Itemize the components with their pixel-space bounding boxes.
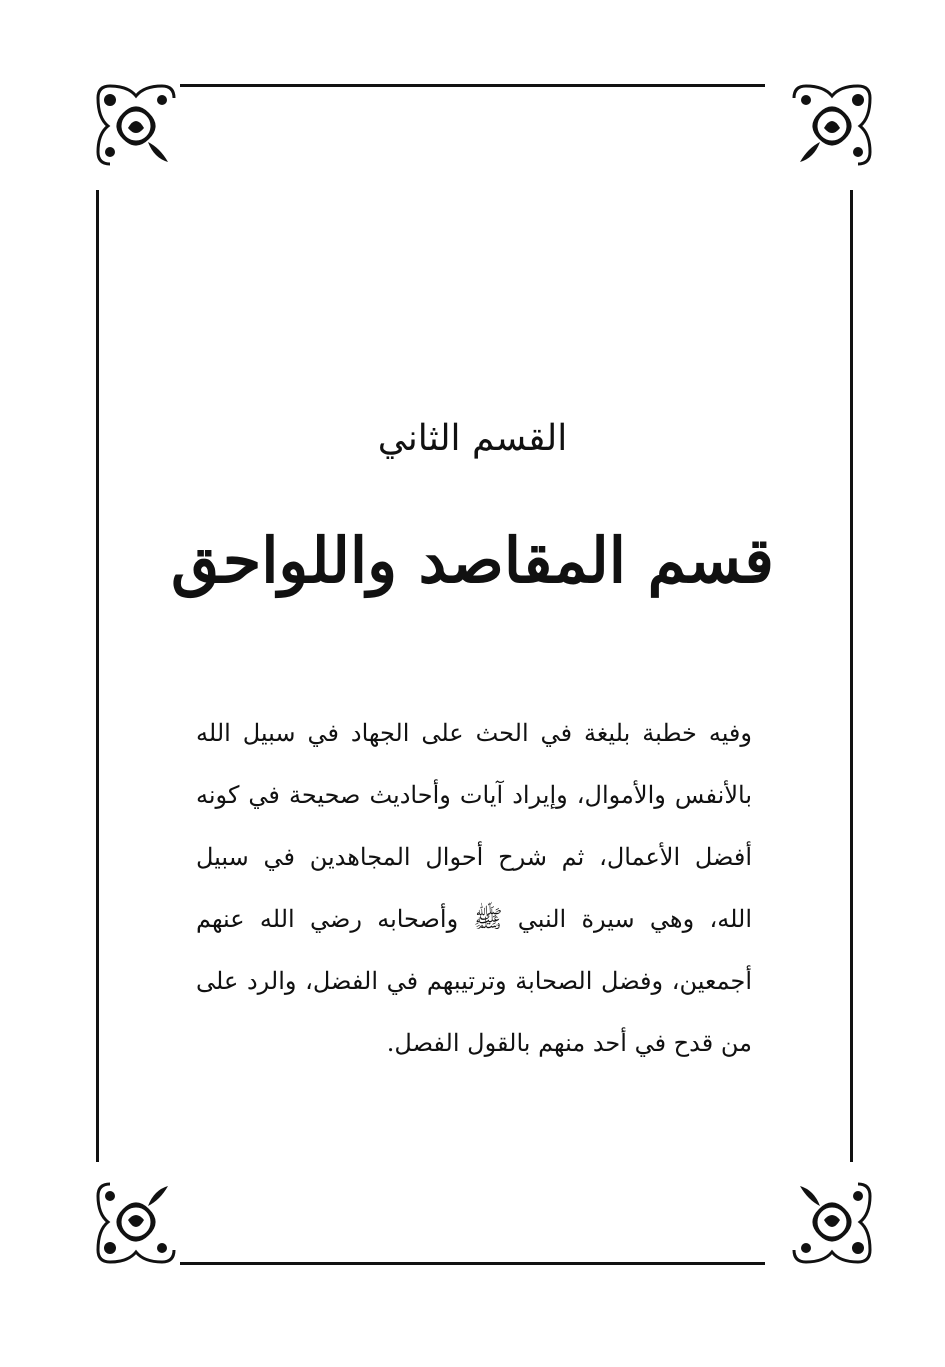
corner-ornament-bottom-right-icon [784, 1174, 880, 1270]
frame-border-top [180, 84, 765, 87]
frame-border-right [850, 190, 853, 1162]
section-label: القسم الثاني [377, 418, 568, 459]
corner-ornament-top-right-icon [784, 78, 880, 174]
corner-ornament-bottom-left-icon [88, 1174, 184, 1270]
main-title: قسم المقاصد واللواحق [171, 524, 774, 597]
corner-ornament-top-left-icon [88, 78, 184, 174]
frame-border-left [96, 190, 99, 1162]
frame-border-bottom [180, 1262, 765, 1265]
section-description: وفيه خطبة بليغة في الحث على الجهاد في سبيل الله بالأنفس والأموال، وإيراد آيات وأحاديث صحيحة في كونه أفضل الأعمال، ثم شرح أحوال المجاهدين في سبيل الله، وهي سيرة النبي ﷺ وأصحابه رضي الله عنهم أجمعين، وفضل الصحابة وترتيبهم في الفضل، والرد على من قدح في أحد منهم بالقول الفصل. [196, 719, 752, 1057]
